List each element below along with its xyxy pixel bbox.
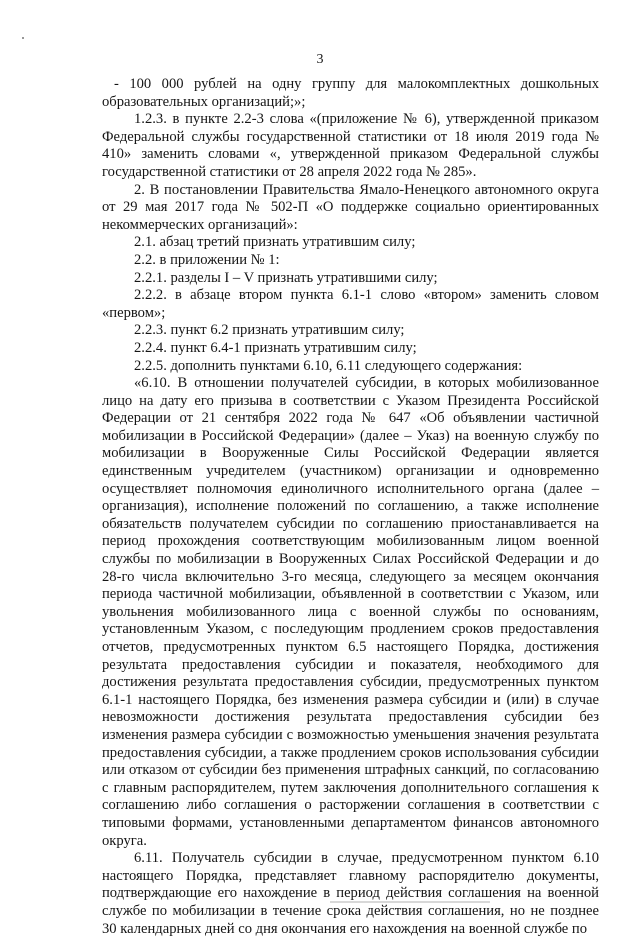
scan-speck [22,37,24,39]
paragraph-12: 6.11. Получатель субсидии в случае, предусмотренном пунктом 6.10 настоящего Порядка, представляет главному распорядителю документы, подтверждающие его нахождение в период действия соглашения на военной службе по мобилизации в течение срока действия соглашения, но не позднее 30 календарных дней со дня окончания его нахождения на военной службе по [102,850,599,937]
paragraph-11: «6.10. В отношении получателей субсидии, в которых мобилизованное лицо на дату его призыва в соответствии с Указом Президента Российской Федерации от 21 сентября 2022 года № 647 «Об объявлении частичной мобилизации в Российской Федерации» (далее – Указ) на военную службу по мобилизации в Вооруженные Силы Российской Федерации является единственным учредителем (участником) организации и одновременно осуществляет полномочия единоличного исполнительного органа (далее – организация), исполнение положений по соглашению, а также исполнение обязательств получателем субсидии по соглашению приостанавливается на период прохождения соответствующим мобилизованным лицом военной службы по мобилизации в Вооруженных Силах Российской Федерации и до 28-го числа включительно 3-го месяца, следующего за месяцем окончания периода частичной мобилизации, объявленной в соответствии с Указом, или увольнения мобилизованного лица с военной службы по основаниям, установленным Указом, с последующим продлением сроков предоставления отчетов, предусмотренных пунктом 6.5 настоящего Порядка, достижения результата предоставления субсидии и показателя, необходимого для достижения результата предоставления субсидии, предусмотренных пунктом 6.1-1 настоящего Порядка, без изменения размера субсидии и (или) в случае невозможности достижения результата предоставления субсидии без изменения размера субсидии с возможностью уменьшения значения результата предоставления субсидии, а также продлением сроков использования субсидии или отказом от субсидии без применения штрафных санкций, по согласованию с главным распорядителем, путем заключения дополнительного соглашения к соглашению либо соглашения о расторжении соглашения в соответствии с типовыми формами, установленными департаментом финансов автономного округа. [102,375,599,849]
paragraph-7: 2.2.2. в абзаце втором пункта 6.1-1 слово «втором» заменить словом «первом»; [102,287,599,321]
paragraph-4: 2.1. абзац третий признать утратившим силу; [134,234,416,251]
paragraph-10: 2.2.5. дополнить пунктами 6.10, 6.11 следующего содержания: [134,357,523,374]
paragraph-5: 2.2. в приложении № 1: [134,251,280,268]
document-body [102,76,599,938]
paragraph-2: 1.2.3. в пункте 2.2-3 слова «(приложение № 6), утвержденной приказом Федеральной службы государственной статистики от 18 июля 2019 года № 410» заменить словами «, утвержденной приказом Федеральной службы государственной статистики от 28 апреля 2022 года № 285». [102,111,599,180]
paragraph-8: 2.2.3. пункт 6.2 признать утратившим силу; [134,322,405,339]
page-number: 3 [316,52,324,67]
paragraph-9: 2.2.4. пункт 6.4-1 признать утратившим силу; [134,339,417,356]
paragraph-6: 2.2.1. разделы I – V признать утратившими силу; [134,269,438,286]
paragraph-1: - 100 000 рублей на одну группу для малокомплектных дошкольных образовательных организаций;»; [102,76,599,110]
scan-edge-mark [330,901,490,903]
paragraph-3: 2. В постановлении Правительства Ямало-Ненецкого автономного округа от 29 мая 2017 года № 502-П «О поддержке социально ориентированных некоммерческих организаций»: [102,181,599,233]
